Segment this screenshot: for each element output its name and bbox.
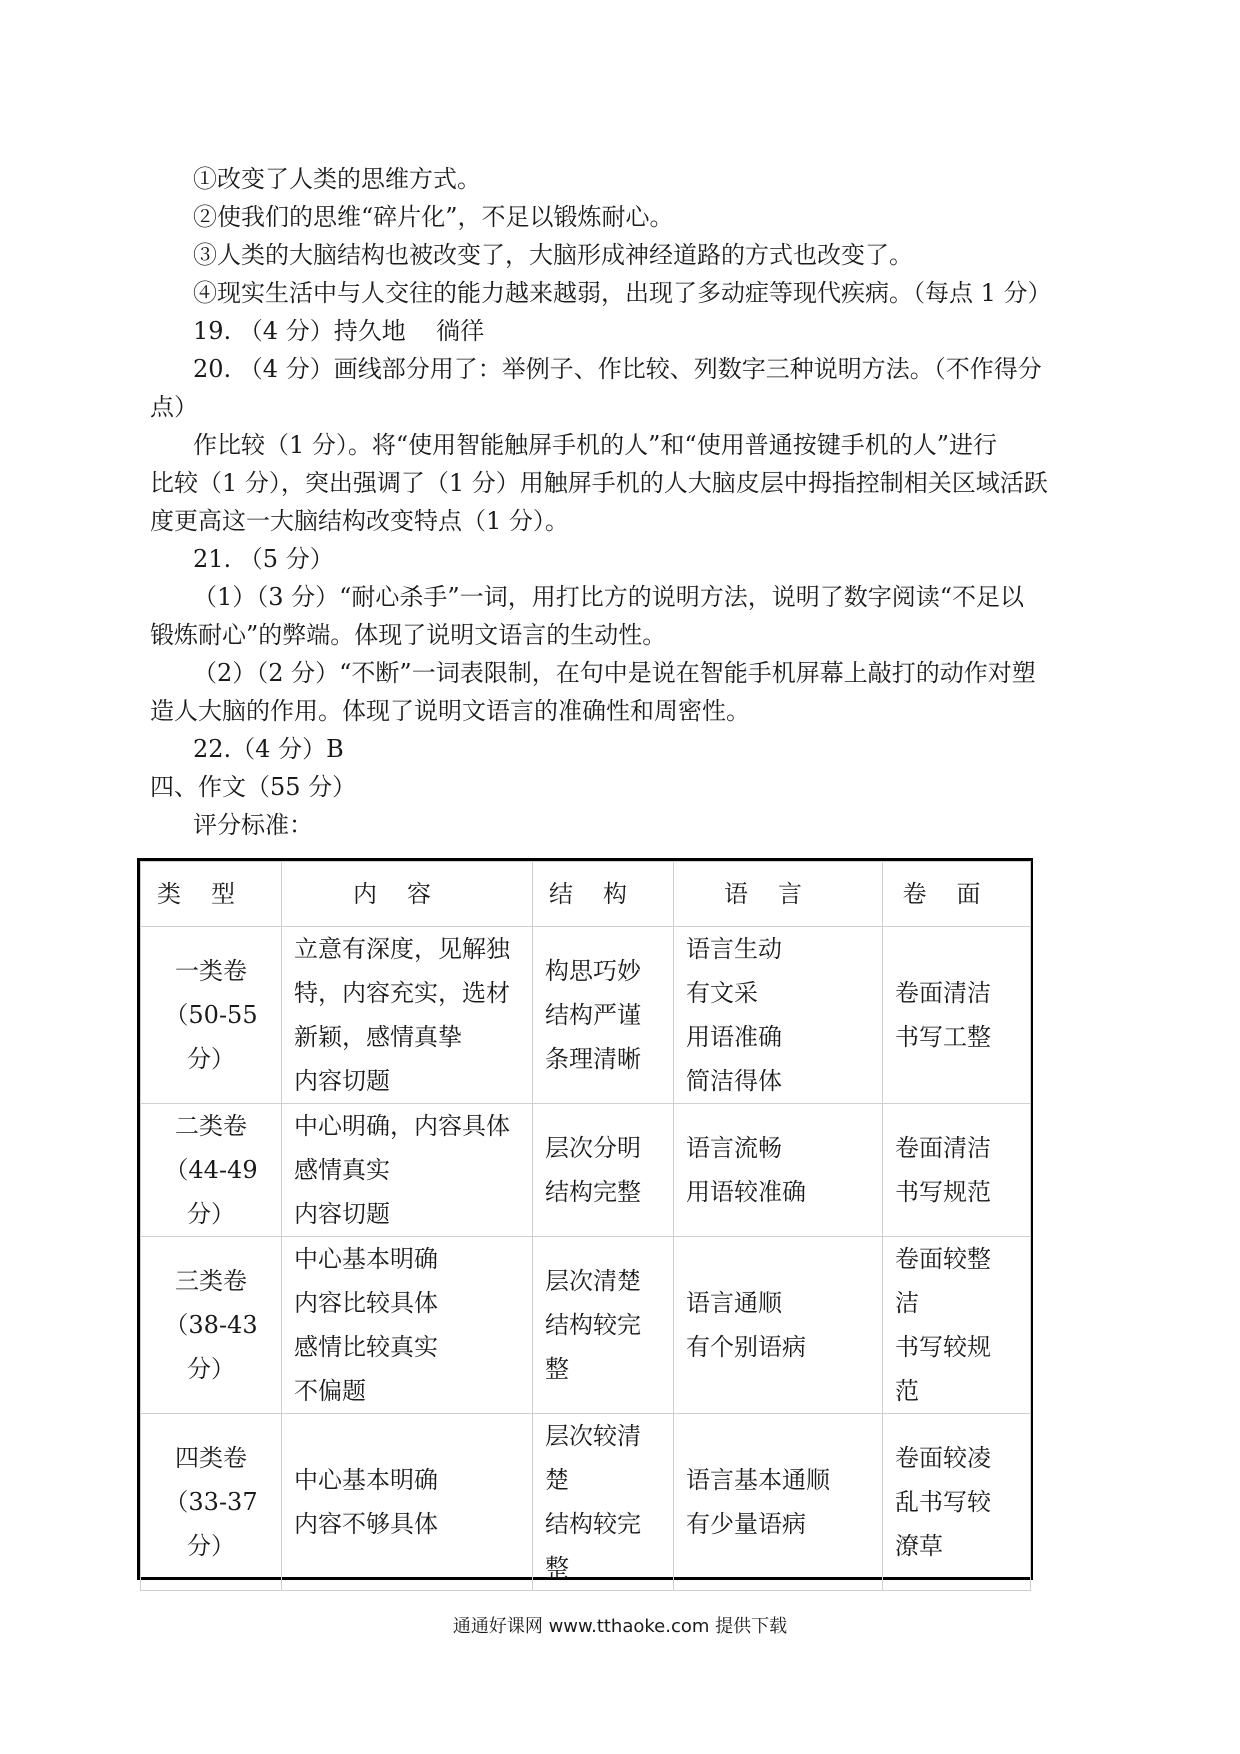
- table-row: [141, 927, 1031, 1104]
- cell-language: 语言生动 有文采 用语准确 简洁得体: [674, 927, 883, 1104]
- header-content: 内容: [282, 862, 533, 927]
- table-row: [141, 1237, 1031, 1414]
- answer-line: 锻炼耐心”的弊端。体现了说明文语言的生动性。: [150, 621, 667, 649]
- cell-content: 中心基本明确 内容比较具体 感情比较真实 不偏题: [282, 1237, 533, 1414]
- cell-structure: 层次清楚 结构较完 整: [533, 1237, 674, 1414]
- scoring-rubric-table: [137, 858, 1033, 1580]
- rubric-label: 评分标准：: [193, 811, 313, 839]
- section-heading: 四、作文（55 分）: [150, 773, 357, 801]
- answer-line: 度更高这一大脑结构改变特点（1 分）。: [150, 507, 569, 535]
- cell-language: 语言通顺 有个别语病: [674, 1237, 883, 1414]
- table-row: [141, 1104, 1031, 1237]
- header-language: 语言: [674, 862, 883, 927]
- answer-line: （2）（2 分）“不断”一词表限制，在句中是说在智能手机屏幕上敲打的动作对塑: [193, 659, 1036, 687]
- answer-line: 22.（4 分）B: [193, 735, 344, 763]
- cell-neatness: 卷面较整 洁 书写较规 范: [883, 1237, 1031, 1414]
- cell-type: 一类卷 （50-55 分）: [141, 927, 282, 1104]
- answer-line: 20. （4 分）画线部分用了：举例子、作比较、列数字三种说明方法。（不作得分: [193, 355, 1042, 383]
- cell-type: 三类卷 （38-43 分）: [141, 1237, 282, 1414]
- cell-language: 语言基本通顺 有少量语病: [674, 1414, 883, 1591]
- cell-content: 中心明确，内容具体 感情真实 内容切题: [282, 1104, 533, 1237]
- answer-line: 比较（1 分），突出强调了（1 分）用触屏手机的人大脑皮层中拇指控制相关区域活跃: [150, 469, 1048, 497]
- page-footer: 通通好课网 www.tthaoke.com 提供下载: [452, 1616, 788, 1637]
- cell-type: 二类卷 （44-49 分）: [141, 1104, 282, 1237]
- answer-line: ③人类的大脑结构也被改变了，大脑形成神经道路的方式也改变了。: [193, 241, 913, 269]
- cell-neatness: 卷面清洁 书写工整: [883, 927, 1031, 1104]
- cell-structure: 层次分明 结构完整: [533, 1104, 674, 1237]
- header-neatness: 卷面: [883, 862, 1031, 927]
- cell-content: 立意有深度，见解独 特，内容充实，选材 新颖，感情真挚 内容切题: [282, 927, 533, 1104]
- cell-structure: 层次较清 楚 结构较完 整: [533, 1414, 674, 1591]
- header-type: 类型: [141, 862, 282, 927]
- answer-line: 作比较（1 分）。将“使用智能触屏手机的人”和“使用普通按键手机的人”进行: [193, 431, 997, 459]
- answer-line: ①改变了人类的思维方式。: [193, 165, 481, 193]
- cell-neatness: 卷面清洁 书写规范: [883, 1104, 1031, 1237]
- answer-line: 21. （5 分）: [193, 545, 334, 573]
- cell-language: 语言流畅 用语较准确: [674, 1104, 883, 1237]
- table-header-row: [141, 862, 1031, 927]
- answer-line: （1）（3 分）“耐心杀手”一词，用打比方的说明方法，说明了数字阅读“不足以: [193, 583, 1024, 611]
- answer-line: 造人大脑的作用。体现了说明文语言的准确性和周密性。: [150, 697, 750, 725]
- cell-type: 四类卷 （33-37 分）: [141, 1414, 282, 1591]
- answer-line: 点）: [150, 393, 198, 421]
- answer-line: 19. （4 分）持久地 徜徉: [193, 317, 485, 345]
- cell-neatness: 卷面较凌 乱书写较 潦草: [883, 1414, 1031, 1591]
- answer-line: ②使我们的思维“碎片化”，不足以锻炼耐心。: [193, 203, 674, 231]
- table-row: [141, 1414, 1031, 1591]
- header-structure: 结构: [533, 862, 674, 927]
- cell-content: 中心基本明确 内容不够具体: [282, 1414, 533, 1591]
- answer-line: ④现实生活中与人交往的能力越来越弱，出现了多动症等现代疾病。（每点 1 分）: [193, 279, 1052, 307]
- cell-structure: 构思巧妙 结构严谨 条理清晰: [533, 927, 674, 1104]
